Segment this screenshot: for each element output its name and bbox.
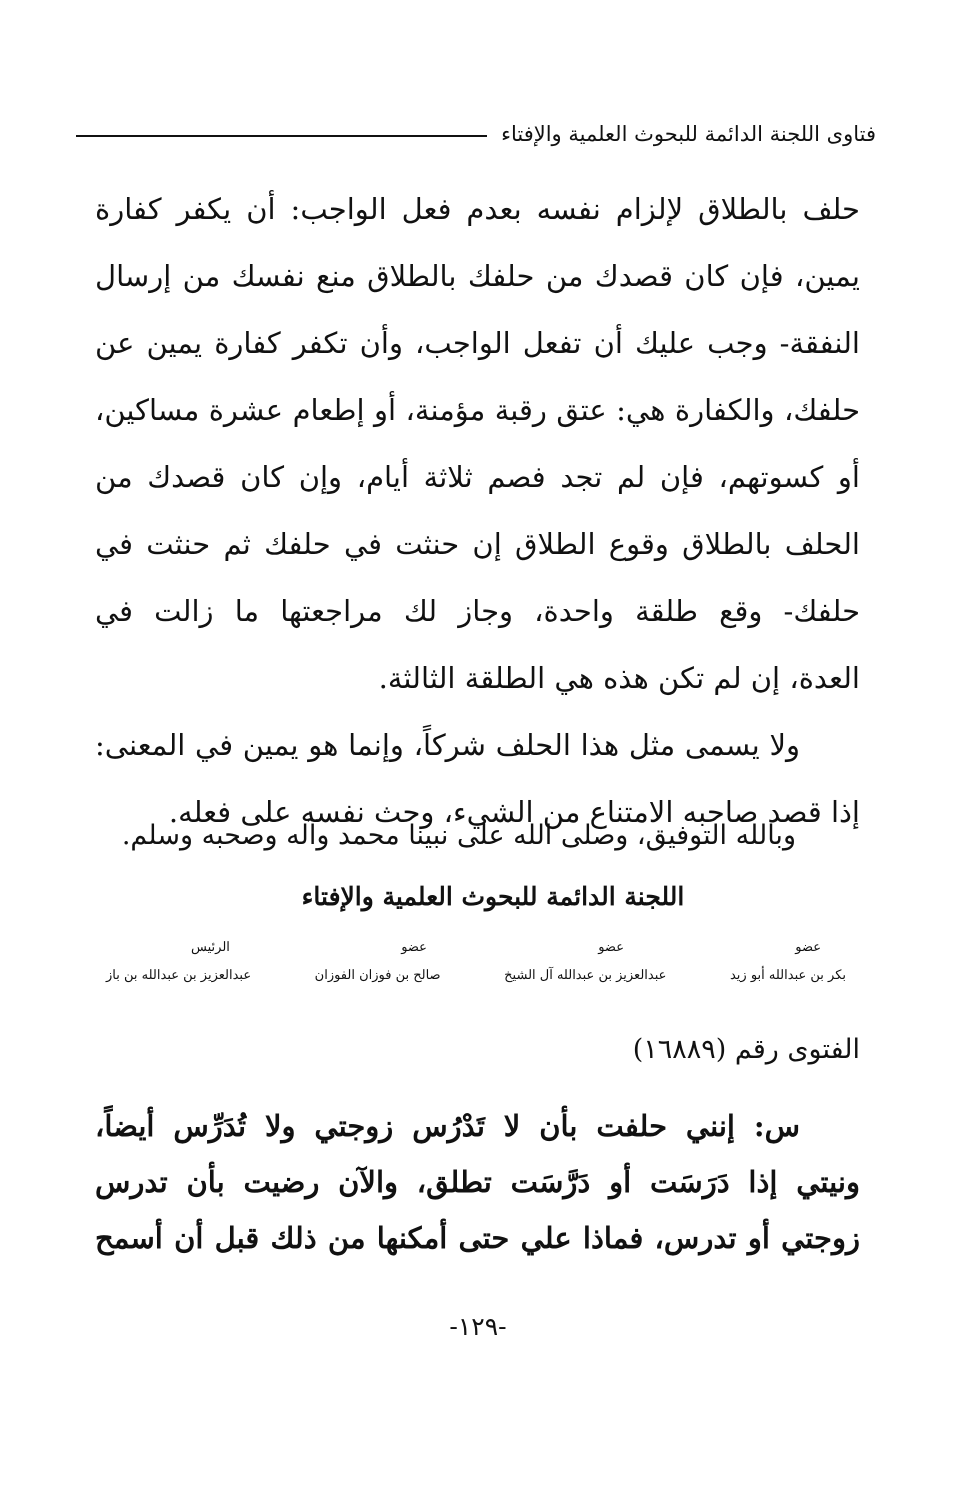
closing-statement: وبالله التوفيق، وصلى الله على نبينا محمد وآله وصحبه وسلم. — [121, 820, 796, 851]
role-label: عضو — [598, 940, 624, 955]
text-line: ولا يسمى مثل هذا الحلف شركاً، وإنما هو يمين في المعنى: — [95, 728, 800, 762]
text-line: الحلف بالطلاق وقوع الطلاق إن حنثت في حلفك ثم حنثت في — [95, 527, 860, 561]
text-line: حلف بالطلاق لإلزام نفسه بعدم فعل الواجب: أن يكفر كفارة — [95, 192, 860, 226]
header-title: فتاوى اللجنة الدائمة للبحوث العلمية والإفتاء — [501, 122, 876, 146]
text-line: حلفك، والكفارة هي: عتق رقبة مؤمنة، أو إطعام عشرة مساكين، — [95, 393, 860, 427]
member-name: صالح بن فوزان الفوزان — [314, 968, 441, 983]
question-line: ونيتي إذا دَرَسَت أو دَرَّسَت تطلق، والآن رضيت بأن تدرس — [95, 1165, 860, 1199]
text-line: النفقة- وجب عليك أن تفعل الواجب، وأن تكفر كفارة يمين عن — [95, 326, 860, 360]
member-name: عبدالعزيز بن عبدالله بن باز — [106, 968, 252, 983]
text-line: أو كسوتهم، فإن لم تجد فصم ثلاثة أيام، وإن كان قصدك من — [95, 460, 860, 494]
fatwa-number: الفتوى رقم (١٦٨٨٩) — [632, 1034, 860, 1065]
text-line: العدة، إن لم تكن هذه هي الطلقة الثالثة. — [378, 661, 860, 695]
signature-names — [106, 962, 846, 990]
header-rule — [76, 135, 487, 137]
role-label: عضو — [401, 940, 427, 955]
question-line: زوجتي أو تدرس، فماذا علي حتى أمكنها من ذلك قبل أن أسمح — [95, 1221, 860, 1255]
member-name: بكر بن عبدالله أبو زيد — [729, 968, 846, 983]
committee-name-text: اللجنة الدائمة للبحوث العلمية والإفتاء — [301, 882, 685, 911]
text-line: حلفك- وقع طلقة واحدة، وجاز لك مراجعتها ما زالت في — [95, 594, 860, 628]
signature-roles — [106, 934, 846, 962]
text-line: يمين، فإن كان قصدك من حلفك بالطلاق منع نفسك من إرسال — [95, 259, 860, 293]
answer-text — [95, 176, 860, 846]
text-line: إذا قصد صاحبه الامتناع من الشيء، وحث نفسه على فعله. — [168, 795, 860, 829]
page-number: -١٢٩- — [449, 1312, 507, 1341]
question-line: س: إنني حلفت بأن لا تَدْرُس زوجتي ولا تُدَرِّس أيضاً، — [95, 1109, 800, 1143]
question-text — [95, 1098, 860, 1266]
member-name: عبدالعزيز بن عبدالله آل الشيخ — [504, 968, 667, 983]
role-label: الرئيس — [191, 940, 230, 955]
role-label: عضو — [795, 940, 821, 955]
committee-name — [0, 882, 956, 911]
running-header — [76, 114, 876, 154]
signature-table — [106, 934, 846, 990]
